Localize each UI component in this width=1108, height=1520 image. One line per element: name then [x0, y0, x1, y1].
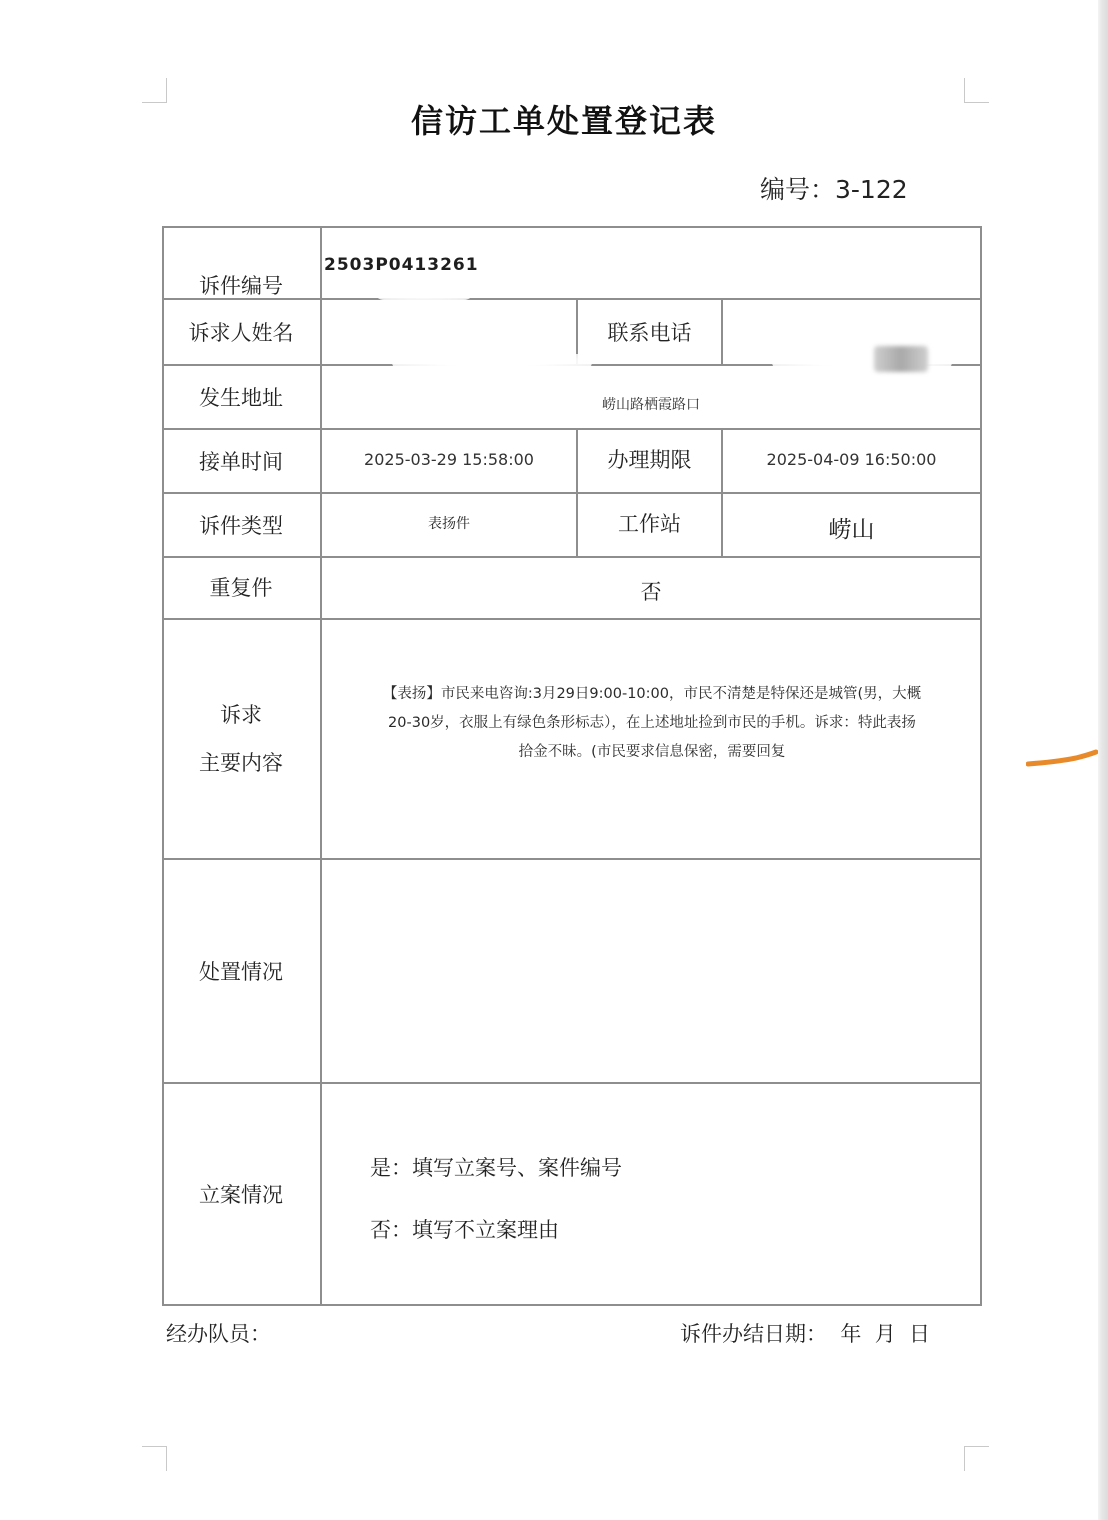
request-content-line: 拾金不昧。(市民要求信息保密，需要回复	[518, 744, 786, 760]
filing-no-text: 否：填写不立案理由	[370, 1218, 559, 1242]
filing-yes-text: 是：填写立案号、案件编号	[370, 1156, 622, 1180]
phone-label: 联系电话	[607, 321, 692, 345]
redaction-mask	[374, 280, 474, 300]
table-border-top	[162, 226, 982, 228]
pen-mark	[1026, 748, 1098, 768]
request-content-label-line1: 诉求	[220, 703, 262, 727]
received-time-label: 接单时间	[199, 450, 283, 474]
deadline-value: 2025-04-09 16:50:00	[766, 449, 937, 469]
station-value: 崂山	[828, 516, 875, 543]
completion-date-label: 诉件办结日期： 年 月 日	[680, 1322, 931, 1346]
request-content-line: 【表扬】市民来电咨询:3月29日9:00-10:00，市民不清楚是特保还是城管(男，大概	[382, 686, 922, 702]
table-border-right	[980, 226, 982, 1306]
form-table	[162, 226, 982, 1306]
case-number-value: 2503P0413261	[324, 255, 479, 275]
case-type-value: 表扬件	[428, 516, 470, 532]
request-content-label-line2: 主要内容	[199, 751, 283, 775]
request-content-label	[162, 620, 320, 858]
corner-mark-bottom-right	[964, 1446, 989, 1471]
address-label: 发生地址	[199, 386, 283, 410]
orange-pen-stroke	[1028, 752, 1096, 764]
blurred-phone-digits	[874, 346, 928, 372]
request-content-text	[326, 680, 978, 767]
table-border-bottom	[162, 1304, 982, 1306]
repeat-case-value: 否	[640, 580, 662, 604]
repeat-case-label: 重复件	[209, 576, 273, 600]
case-number-label: 诉件编号	[199, 274, 283, 298]
page-right-edge	[1098, 0, 1108, 1520]
case-type-label: 诉件类型	[199, 514, 283, 538]
handler-label: 经办队员：	[166, 1322, 271, 1346]
address-value: 崂山路栖霞路口	[602, 397, 700, 413]
filing-label: 立案情况	[199, 1183, 283, 1207]
petitioner-name-label: 诉求人姓名	[188, 321, 294, 345]
corner-mark-bottom-left	[142, 1446, 167, 1471]
request-content-line: 20-30岁，衣服上有绿色条形标志），在上述地址捡到市民的手机。诉求：特此表扬	[388, 715, 916, 731]
station-label: 工作站	[618, 512, 681, 536]
received-time-value: 2025-03-29 15:58:00	[364, 449, 534, 469]
serial-number: 编号：3-122	[760, 175, 908, 204]
redaction-mask	[392, 354, 592, 370]
handling-label: 处置情况	[199, 960, 283, 984]
handling-value[interactable]	[322, 860, 980, 1082]
form-title: 信访工单处置登记表	[410, 102, 717, 140]
deadline-label: 办理期限	[607, 448, 692, 472]
